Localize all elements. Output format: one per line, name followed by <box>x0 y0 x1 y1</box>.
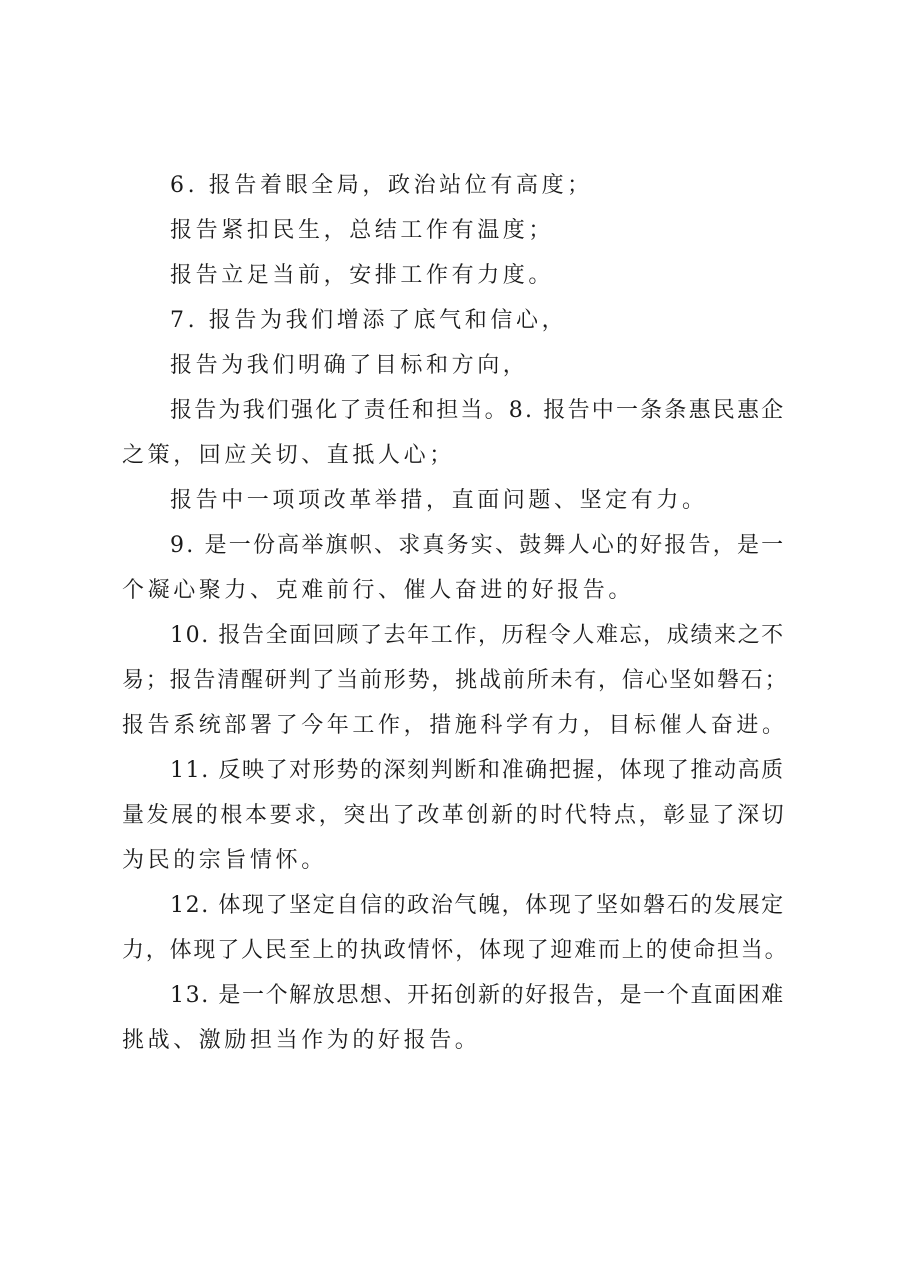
text-line: 报告立足当前，安排工作有力度。 <box>170 263 555 288</box>
text-line: 7. 报告为我们增添了底气和信心， <box>170 308 568 333</box>
text-line: 12. 体现了坚定自信的政治气魄，体现了坚如磐石的发展定 <box>170 893 785 918</box>
text-line: 11. 反映了对形势的深刻判断和准确把握，体现了推动高质 <box>170 758 785 783</box>
text-line: 报告为我们明确了目标和方向， <box>170 353 529 378</box>
text-line: 10. 报告全面回顾了去年工作，历程令人难忘，成绩来之不 <box>170 623 785 648</box>
text-line: 6. 报告着眼全局，政治站位有高度； <box>170 173 593 198</box>
text-line: 为民的宗旨情怀。 <box>122 848 327 873</box>
text-line: 9. 是一份高举旗帜、求真务实、鼓舞人心的好报告，是一 <box>170 533 786 558</box>
text-line: 易；报告清醒研判了当前形势，挑战前所未有，信心坚如磐石； <box>122 668 789 693</box>
text-line: 个凝心聚力、克难前行、催人奋进的好报告。 <box>122 578 635 603</box>
text-line: 13. 是一个解放思想、开拓创新的好报告，是一个直面困难 <box>170 983 785 1008</box>
text-line: 报告为我们强化了责任和担当。8. 报告中一条条惠民惠企 <box>170 398 786 423</box>
text-line: 挑战、激励担当作为的好报告。 <box>122 1028 481 1053</box>
text-line: 报告紧扣民生，总结工作有温度； <box>170 218 555 243</box>
text-line: 之策，回应关切、直抵人心； <box>122 443 455 468</box>
text-line: 报告中一项项改革举措，直面问题、坚定有力。 <box>170 488 708 513</box>
text-line: 力，体现了人民至上的执政情怀，体现了迎难而上的使命担当。 <box>122 938 789 963</box>
document-body <box>122 163 788 1063</box>
text-line: 报告系统部署了今年工作，措施科学有力，目标催人奋进。 <box>122 713 788 738</box>
text-line: 量发展的根本要求，突出了改革创新的时代特点，彰显了深切 <box>122 803 787 828</box>
